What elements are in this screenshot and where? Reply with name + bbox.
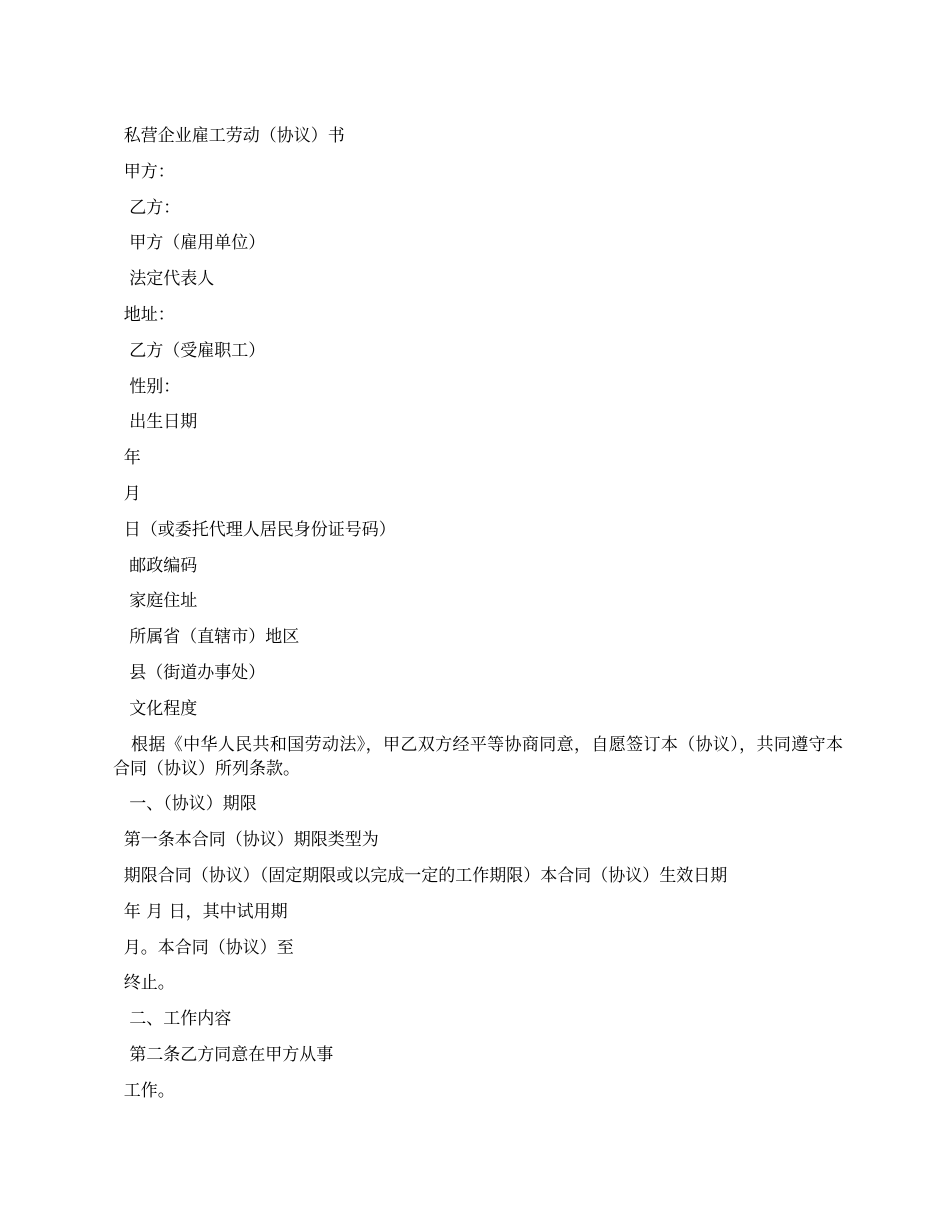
article-1-line: 第一条本合同（协议）期限类型为 bbox=[113, 830, 379, 851]
postal-code-label: 邮政编码 bbox=[113, 555, 198, 576]
legal-representative-label: 法定代表人 bbox=[113, 269, 215, 290]
work-line: 工作。 bbox=[113, 1080, 175, 1101]
probation-line: 年 月 日，其中试用期 bbox=[113, 901, 288, 922]
document-body bbox=[113, 124, 843, 1115]
intro-paragraph: 根据《中华人民共和国劳动法》，甲乙双方经平等协商同意，自愿签订本（协议），共同遵守本合同（协议）所列条款。 bbox=[113, 734, 843, 779]
party-a-label: 甲方： bbox=[113, 161, 175, 182]
year-label: 年 bbox=[113, 448, 141, 469]
home-address-label: 家庭住址 bbox=[113, 591, 198, 612]
termination-line: 终止。 bbox=[113, 973, 175, 994]
county-office-label: 县（街道办事处） bbox=[113, 662, 266, 683]
document-title: 私营企业雇工劳动（协议）书 bbox=[113, 126, 345, 146]
gender-label: 性别： bbox=[113, 376, 181, 397]
contract-term-line: 期限合同（协议）（固定期限或以完成一定的工作期限）本合同（协议）生效日期 bbox=[113, 865, 728, 886]
party-b-label: 乙方： bbox=[113, 197, 181, 218]
employer-label: 甲方（雇用单位） bbox=[113, 233, 266, 254]
address-label: 地址： bbox=[113, 304, 175, 325]
employee-label: 乙方（受雇职工） bbox=[113, 340, 266, 361]
birth-date-label: 出生日期 bbox=[113, 412, 198, 433]
province-region-label: 所属省（直辖市）地区 bbox=[113, 627, 300, 648]
contract-until-line: 月。本合同（协议）至 bbox=[113, 937, 294, 958]
section-2-heading: 二、工作内容 bbox=[113, 1009, 232, 1030]
month-label: 月 bbox=[113, 483, 141, 504]
day-id-label: 日（或委托代理人居民身份证号码） bbox=[113, 519, 396, 540]
article-2-line: 第二条乙方同意在甲方从事 bbox=[113, 1044, 334, 1065]
section-1-heading: 一、（协议）期限 bbox=[113, 794, 257, 815]
education-label: 文化程度 bbox=[113, 698, 198, 719]
